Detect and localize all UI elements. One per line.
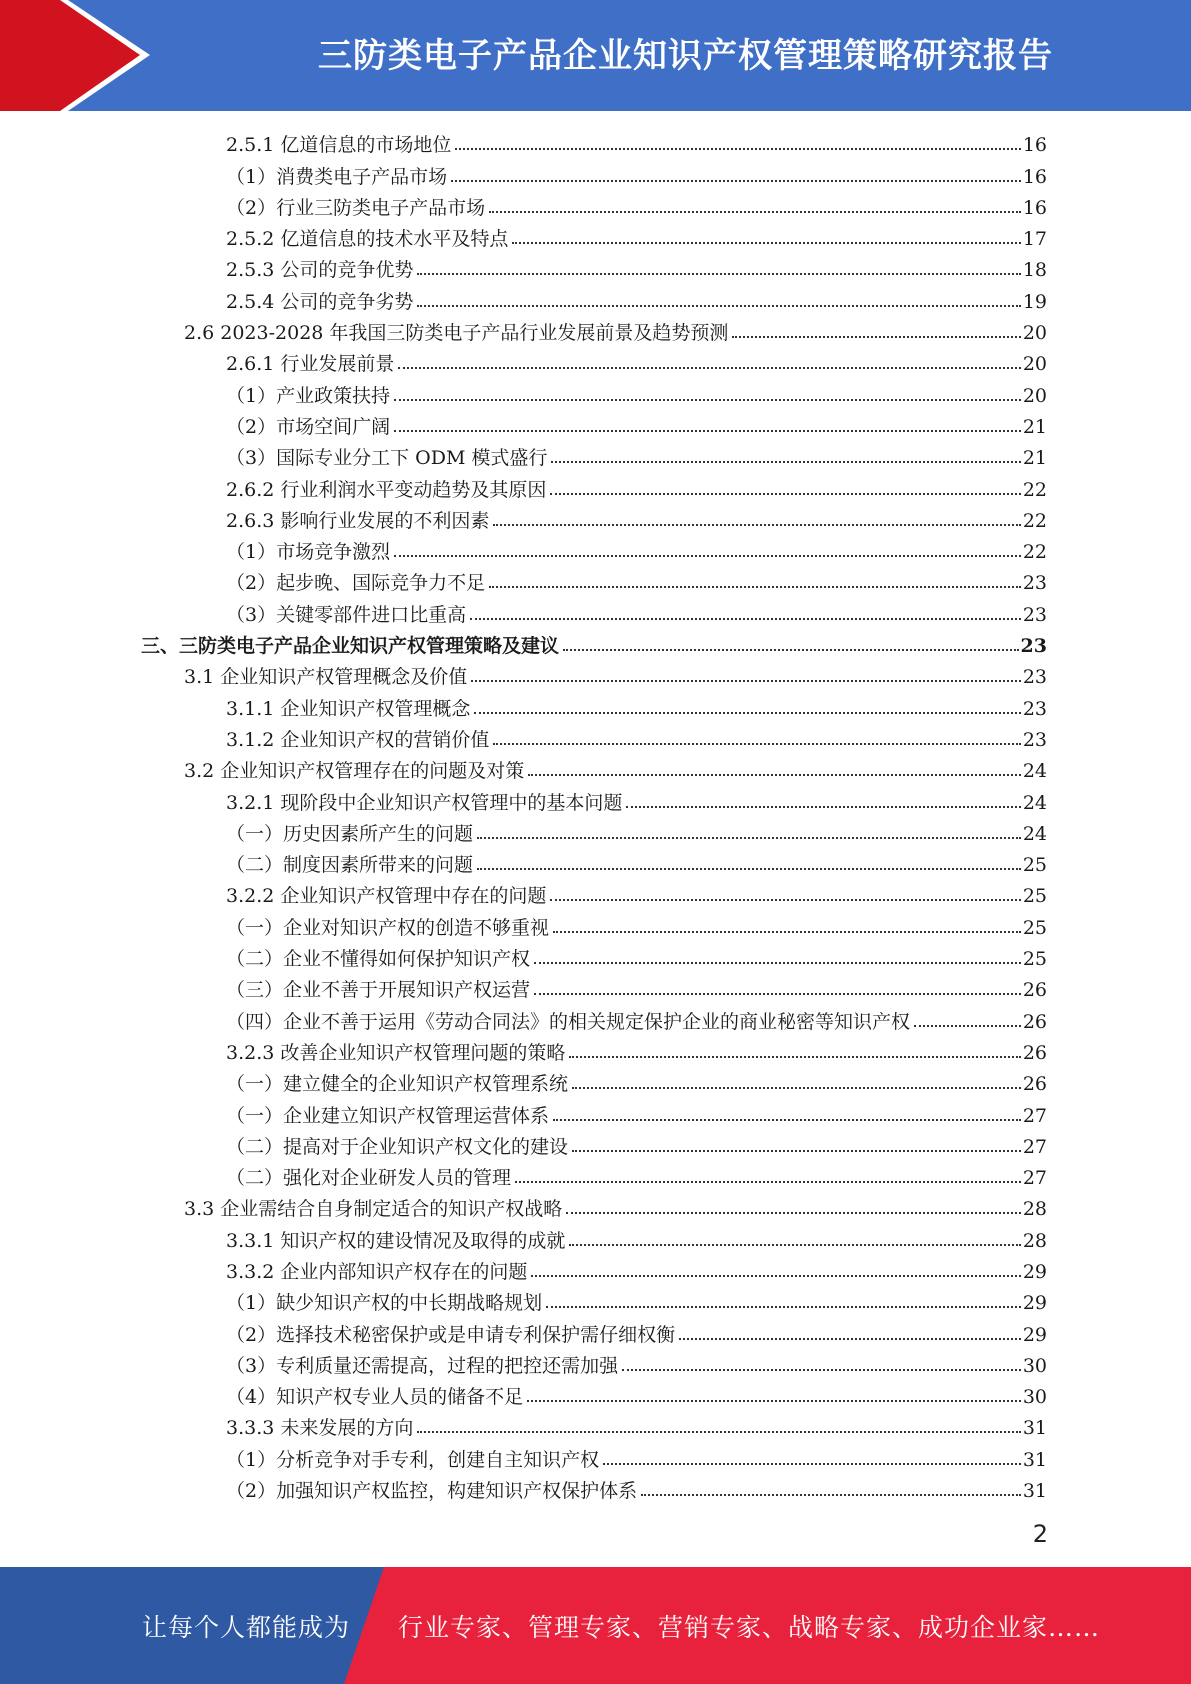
- toc-leader-dots: [546, 1306, 1021, 1308]
- toc-entry-title: 2.6 2023-2028 年我国三防类电子产品行业发展前景及趋势预测: [184, 322, 729, 345]
- toc-leader-dots: [489, 211, 1021, 213]
- toc-entry-title: （二）强化对企业研发人员的管理: [226, 1167, 512, 1190]
- toc-entry: [0, 346, 1047, 377]
- toc-entry-title: 3.3.1 知识产权的建设情况及取得的成就: [226, 1229, 566, 1252]
- toc-entry-title: （1）缺少知识产权的中长期战略规划: [226, 1292, 543, 1315]
- toc-entry-title: 3.3 企业需结合自身制定适合的知识产权战略: [184, 1198, 563, 1221]
- toc-leader-dots: [528, 774, 1021, 776]
- toc-entry-page: 24: [1022, 760, 1047, 783]
- toc-entry-title: 3.3.3 未来发展的方向: [226, 1417, 414, 1440]
- toc-entry-page: 27: [1022, 1135, 1047, 1158]
- toc-entry: [0, 1285, 1047, 1316]
- toc-leader-dots: [477, 837, 1021, 839]
- toc-leader-dots: [553, 1119, 1021, 1121]
- toc-entry: [0, 1254, 1047, 1285]
- toc-entry-page: 21: [1022, 415, 1047, 438]
- toc-entry-page: 19: [1022, 290, 1047, 313]
- toc-entry-page: 17: [1022, 228, 1047, 251]
- toc-leader-dots: [470, 618, 1021, 620]
- toc-entry: [0, 1097, 1047, 1128]
- toc-leader-dots: [550, 493, 1020, 495]
- toc-entry: [0, 409, 1047, 440]
- toc-entry-title: 三、三防类电子产品企业知识产权管理策略及建议: [141, 635, 560, 658]
- toc-leader-dots: [572, 1087, 1021, 1089]
- toc-entry-title: （3）国际专业分工下 ODM 模式盛行: [226, 447, 548, 470]
- toc-entry-page: 22: [1022, 509, 1047, 532]
- toc-entry-title: （2）行业三防类电子产品市场: [226, 196, 486, 219]
- toc-leader-dots: [572, 1150, 1021, 1152]
- footer-slogan-left: 让每个人都能成为: [142, 1612, 351, 1642]
- toc-entry: [0, 190, 1047, 221]
- toc-entry: [0, 1066, 1047, 1097]
- toc-leader-dots: [515, 1181, 1021, 1183]
- toc-leader-dots: [603, 1463, 1021, 1465]
- toc-leader-dots: [493, 743, 1020, 745]
- toc-entry-page: 23: [1020, 635, 1047, 658]
- toc-leader-dots: [732, 336, 1020, 338]
- toc-entry-title: （二）提高对于企业知识产权文化的建设: [226, 1135, 569, 1158]
- toc-entry-page: 26: [1022, 1041, 1047, 1064]
- toc-entry-title: （2）起步晚、国际竞争力不足: [226, 572, 486, 595]
- toc-leader-dots: [394, 430, 1021, 432]
- toc-leader-dots: [477, 868, 1021, 870]
- toc-entry-page: 26: [1022, 1010, 1047, 1033]
- toc-leader-dots: [550, 899, 1020, 901]
- toc-entry-page: 20: [1022, 322, 1047, 345]
- toc-entry-title: （3）关键零部件进口比重高: [226, 603, 467, 626]
- toc-entry-page: 28: [1022, 1229, 1047, 1252]
- toc-entry-page: 23: [1022, 666, 1047, 689]
- toc-entry-title: 2.6.3 影响行业发展的不利因素: [226, 509, 490, 532]
- toc-leader-dots: [553, 931, 1021, 933]
- page-footer: [0, 1567, 1191, 1684]
- toc-entry: [0, 534, 1047, 565]
- toc-entry-title: （2）加强知识产权监控，构建知识产权保护体系: [226, 1480, 638, 1503]
- toc-leader-dots: [622, 1369, 1021, 1371]
- toc-leader-dots: [566, 1212, 1021, 1214]
- toc-entry: [0, 503, 1047, 534]
- toc-entry: [0, 1222, 1047, 1253]
- toc-entry-title: （一）历史因素所产生的问题: [226, 822, 474, 845]
- toc-entry-title: 2.5.4 公司的竞争劣势: [226, 290, 414, 313]
- toc-entry-page: 23: [1022, 697, 1047, 720]
- header-chevron-decoration: [0, 0, 160, 111]
- toc-leader-dots: [534, 962, 1021, 964]
- toc-entry-page: 22: [1022, 541, 1047, 564]
- toc-entry: [0, 221, 1047, 252]
- toc-leader-dots: [398, 367, 1020, 369]
- toc-entry: [0, 784, 1047, 815]
- toc-entry-page: 30: [1022, 1386, 1047, 1409]
- toc-entry-title: 2.5.1 亿道信息的市场地位: [226, 134, 452, 157]
- document-title: 三防类电子产品企业知识产权管理策略研究报告: [318, 36, 1053, 76]
- toc-entry-page: 29: [1022, 1260, 1047, 1283]
- toc-entry-title: （3）专利质量还需提高，过程的把控还需加强: [226, 1354, 619, 1377]
- toc-entry-page: 23: [1022, 572, 1047, 595]
- toc-entry: [0, 471, 1047, 502]
- toc-entry-title: （2）市场空间广阔: [226, 415, 391, 438]
- toc-entry: [0, 659, 1047, 690]
- toc-entry-page: 31: [1022, 1417, 1047, 1440]
- toc-entry-title: （二）企业不懂得如何保护知识产权: [226, 948, 531, 971]
- toc-entry-title: （1）市场竞争激烈: [226, 541, 391, 564]
- toc-entry: [0, 127, 1047, 158]
- toc-entry-page: 24: [1022, 791, 1047, 814]
- toc-entry: [0, 722, 1047, 753]
- toc-entry: [0, 565, 1047, 596]
- toc-entry: [0, 252, 1047, 283]
- toc-entry-title: （四）企业不善于运用《劳动合同法》的相关规定保护企业的商业秘密等知识产权: [226, 1010, 911, 1033]
- toc-entry: [0, 941, 1047, 972]
- toc-entry: [0, 753, 1047, 784]
- toc-entry-page: 16: [1022, 165, 1047, 188]
- toc-entry-page: 23: [1022, 728, 1047, 751]
- toc-entry: [0, 1316, 1047, 1347]
- toc-leader-dots: [626, 806, 1020, 808]
- toc-entry: [0, 1160, 1047, 1191]
- table-of-contents: [0, 127, 1191, 1504]
- toc-entry-page: 31: [1022, 1448, 1047, 1471]
- toc-entry-title: 2.5.2 亿道信息的技术水平及特点: [226, 228, 509, 251]
- toc-entry-page: 25: [1022, 885, 1047, 908]
- toc-entry-title: 3.1.1 企业知识产权管理概念: [226, 697, 471, 720]
- toc-entry: [0, 596, 1047, 627]
- toc-entry-title: （2）选择技术秘密保护或是申请专利保护需仔细权衡: [226, 1323, 676, 1346]
- toc-entry-page: 21: [1022, 447, 1047, 470]
- toc-leader-dots: [679, 1338, 1021, 1340]
- toc-entry-page: 24: [1022, 822, 1047, 845]
- toc-entry: [0, 972, 1047, 1003]
- footer-slogan-right: 行业专家、管理专家、营销专家、战略专家、成功企业家……: [398, 1612, 1101, 1642]
- toc-entry: [0, 1473, 1047, 1504]
- toc-leader-dots: [417, 273, 1020, 275]
- toc-entry: [0, 1441, 1047, 1472]
- toc-entry-title: （4）知识产权专业人员的储备不足: [226, 1386, 524, 1409]
- toc-leader-dots: [641, 1494, 1021, 1496]
- toc-entry-title: （二）制度因素所带来的问题: [226, 854, 474, 877]
- toc-entry-title: 2.6.1 行业发展前景: [226, 353, 395, 376]
- toc-entry: [0, 1379, 1047, 1410]
- toc-entry: [0, 1410, 1047, 1441]
- toc-leader-dots: [569, 1056, 1020, 1058]
- toc-entry-page: 29: [1022, 1323, 1047, 1346]
- toc-entry: [0, 690, 1047, 721]
- toc-entry-title: （1）产业政策扶持: [226, 384, 391, 407]
- toc-entry-title: 3.1 企业知识产权管理概念及价值: [184, 666, 468, 689]
- toc-entry-page: 29: [1022, 1292, 1047, 1315]
- toc-leader-dots: [417, 1431, 1020, 1433]
- toc-leader-dots: [417, 305, 1020, 307]
- toc-entry-title: （1）消费类电子产品市场: [226, 165, 448, 188]
- toc-entry-title: （1）分析竞争对手专利，创建自主知识产权: [226, 1448, 600, 1471]
- toc-leader-dots: [563, 649, 1019, 651]
- toc-entry-page: 20: [1022, 384, 1047, 407]
- toc-entry-title: 3.1.2 企业知识产权的营销价值: [226, 728, 490, 751]
- toc-entry-title: （一）建立健全的企业知识产权管理系统: [226, 1073, 569, 1096]
- toc-entry-page: 30: [1022, 1354, 1047, 1377]
- toc-entry-title: （一）企业建立知识产权管理运营体系: [226, 1104, 550, 1127]
- toc-entry-page: 28: [1022, 1198, 1047, 1221]
- toc-entry-page: 22: [1022, 478, 1047, 501]
- toc-entry: [0, 440, 1047, 471]
- toc-leader-dots: [489, 586, 1021, 588]
- toc-entry: [0, 628, 1047, 659]
- toc-entry-title: 2.6.2 行业利润水平变动趋势及其原因: [226, 478, 547, 501]
- toc-entry: [0, 1191, 1047, 1222]
- toc-leader-dots: [531, 1275, 1020, 1277]
- toc-leader-dots: [474, 712, 1020, 714]
- toc-leader-dots: [534, 993, 1021, 995]
- toc-entry: [0, 1129, 1047, 1160]
- toc-leader-dots: [455, 148, 1020, 150]
- toc-entry: [0, 878, 1047, 909]
- toc-entry-page: 16: [1022, 196, 1047, 219]
- toc-leader-dots: [451, 180, 1021, 182]
- toc-leader-dots: [471, 680, 1021, 682]
- toc-entry-title: 3.2.3 改善企业知识产权管理问题的策略: [226, 1041, 566, 1064]
- toc-entry-page: 25: [1022, 916, 1047, 939]
- toc-entry-title: （一）企业对知识产权的创造不够重视: [226, 916, 550, 939]
- toc-leader-dots: [493, 524, 1020, 526]
- toc-entry: [0, 1348, 1047, 1379]
- toc-entry: [0, 283, 1047, 314]
- toc-entry-title: （三）企业不善于开展知识产权运营: [226, 979, 531, 1002]
- toc-leader-dots: [914, 1025, 1021, 1027]
- toc-entry-title: 3.2.1 现阶段中企业知识产权管理中的基本问题: [226, 791, 623, 814]
- toc-entry-page: 31: [1022, 1480, 1047, 1503]
- toc-entry-title: 3.3.2 企业内部知识产权存在的问题: [226, 1260, 528, 1283]
- toc-entry-page: 25: [1022, 854, 1047, 877]
- toc-entry: [0, 158, 1047, 189]
- toc-entry-page: 18: [1022, 259, 1047, 282]
- toc-entry-page: 20: [1022, 353, 1047, 376]
- toc-entry-title: 3.2 企业知识产权管理存在的问题及对策: [184, 760, 525, 783]
- toc-entry-page: 16: [1022, 134, 1047, 157]
- toc-entry: [0, 816, 1047, 847]
- page-number: 2: [1032, 1520, 1048, 1548]
- toc-entry: [0, 909, 1047, 940]
- toc-leader-dots: [394, 555, 1021, 557]
- toc-entry-page: 26: [1022, 979, 1047, 1002]
- toc-entry-title: 2.5.3 公司的竞争优势: [226, 259, 414, 282]
- toc-leader-dots: [512, 242, 1020, 244]
- toc-leader-dots: [394, 399, 1021, 401]
- toc-entry-page: 27: [1022, 1104, 1047, 1127]
- toc-entry-page: 23: [1022, 603, 1047, 626]
- toc-entry: [0, 315, 1047, 346]
- toc-entry-page: 25: [1022, 948, 1047, 971]
- toc-entry-page: 27: [1022, 1167, 1047, 1190]
- toc-entry-title: 3.2.2 企业知识产权管理中存在的问题: [226, 885, 547, 908]
- toc-leader-dots: [569, 1244, 1020, 1246]
- toc-entry-page: 26: [1022, 1073, 1047, 1096]
- toc-leader-dots: [551, 461, 1020, 463]
- toc-leader-dots: [527, 1400, 1021, 1402]
- toc-entry: [0, 1035, 1047, 1066]
- page-header: [0, 0, 1191, 111]
- toc-entry: [0, 377, 1047, 408]
- toc-entry: [0, 1003, 1047, 1034]
- toc-entry: [0, 847, 1047, 878]
